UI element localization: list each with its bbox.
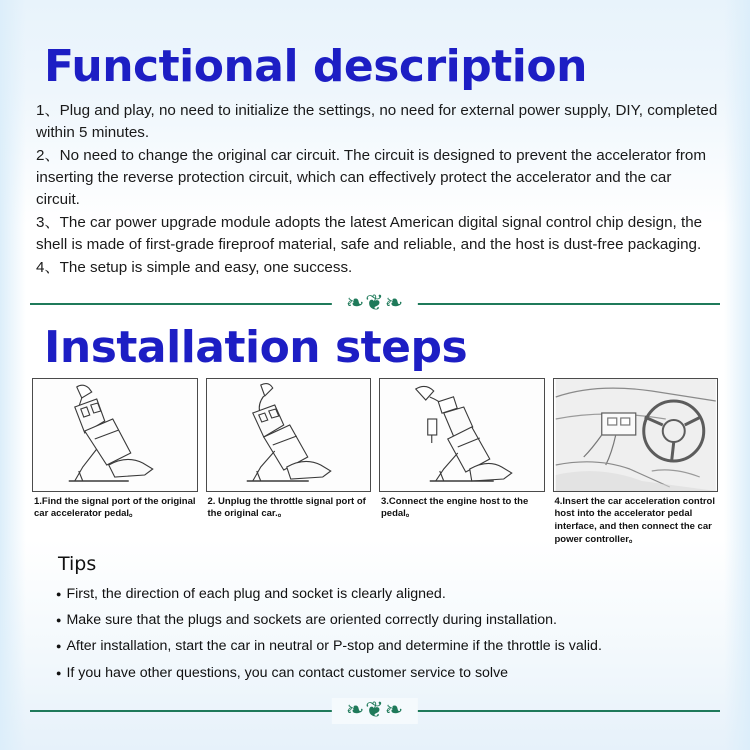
functional-description-list bbox=[22, 100, 728, 279]
accelerator-pedal-signal-port-diagram bbox=[32, 378, 198, 492]
step-caption: 1.Find the signal port of the original car accelerator pedal。 bbox=[34, 495, 196, 520]
installation-step-4 bbox=[553, 378, 719, 547]
list-item: 3、The car power upgrade module adopts the latest American digital signal control chip design, the shell is made of first-grade fireproof material, safe and reliable, and the host is dust-free packaging. bbox=[36, 214, 703, 254]
section-divider-bottom bbox=[22, 698, 728, 724]
tips-list bbox=[22, 581, 728, 686]
install-host-in-dashboard-photo bbox=[553, 378, 719, 492]
list-item: ● Make sure that the plugs and sockets are oriented correctly during installation. bbox=[56, 607, 718, 633]
page-title-installation-steps: Installation steps bbox=[44, 322, 468, 374]
list-item: ● First, the direction of each plug and socket is clearly aligned. bbox=[56, 581, 718, 607]
flourish-ornament-icon: ❧❦❧ bbox=[332, 698, 418, 724]
flourish-ornament-icon: ❧❦❧ bbox=[332, 291, 418, 317]
unplug-throttle-signal-port-diagram bbox=[206, 378, 372, 492]
step-caption: 3.Connect the engine host to the pedal。 bbox=[381, 495, 529, 520]
list-item: ● After installation, start the car in neutral or P-stop and determine if the throttle is valid. bbox=[56, 633, 718, 659]
list-item: 2、No need to change the original car circuit. The circuit is designed to prevent the accelerator from inserting the reverse protection circuit, which can effectively protect the accelerator and the car circuit. bbox=[36, 147, 707, 209]
page-title-functional-description: Functional description bbox=[44, 41, 587, 92]
connect-engine-host-to-pedal-diagram bbox=[379, 378, 545, 492]
tips-heading: Tips bbox=[58, 552, 97, 575]
installation-step-2 bbox=[206, 378, 372, 547]
list-item: 1、Plug and play, no need to initialize the settings, no need for external power supply, DIY, completed within 5 minutes. bbox=[36, 102, 718, 142]
installation-steps-gallery bbox=[22, 372, 728, 547]
step-caption: 2. Unplug the throttle signal port of the original car.。 bbox=[207, 495, 366, 520]
list-item: 4、The setup is simple and easy, one success. bbox=[36, 259, 353, 277]
list-item: ● If you have other questions, you can contact customer service to solve bbox=[56, 660, 718, 686]
installation-step-1 bbox=[32, 378, 198, 547]
installation-step-3 bbox=[379, 378, 545, 547]
step-caption: 4.Insert the car acceleration control host into the accelerator pedal interface, and then connect the car power controller。 bbox=[554, 495, 716, 546]
section-divider-middle bbox=[22, 291, 728, 317]
